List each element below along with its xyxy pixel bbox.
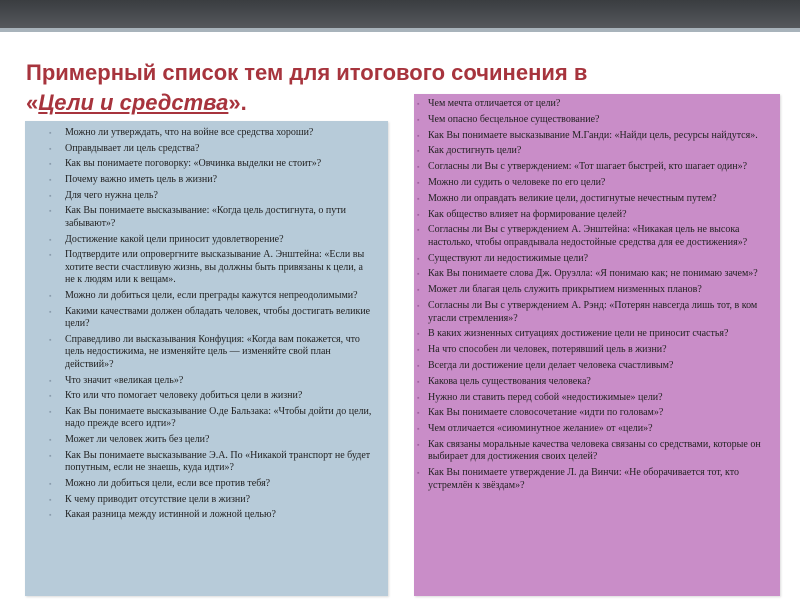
topic-text: Как Вы понимаете слова Дж. Оруэлла: «Я понимаю как; не понимаю зачем»? [428,268,758,280]
square-bullet-icon: ▪ [417,226,420,235]
topic-text: Можно ли судить о человеке по его цели? [428,176,606,188]
topic-item [414,376,776,389]
topic-item [25,375,375,388]
topic-item [414,423,776,436]
square-bullet-icon: ▪ [417,194,420,203]
topic-text: Какова цель существования человека? [428,375,591,387]
square-bullet-icon: ▪ [49,392,52,401]
topic-item [414,268,776,281]
topic-item [25,334,375,372]
topic-item [25,205,375,230]
topic-item [414,407,776,420]
topic-item [414,328,776,341]
topic-text: Как Вы понимаете высказывание Э.А. По «Никакой транспорт не будет попутным, если не знаешь, куда идти»? [65,449,371,474]
topic-text: К чему приводит отсутствие цели в жизни? [65,493,251,505]
topic-item [25,450,375,475]
square-bullet-icon: ▪ [49,495,52,504]
topic-text: Для чего нужна цель? [65,189,158,201]
square-bullet-icon: ▪ [417,115,420,124]
topic-text: Как Вы понимаете высказывание М.Ганди: «Найди цель, ресурсы найдутся». [428,129,758,141]
square-bullet-icon: ▪ [417,377,420,386]
topic-text: Как общество влияет на формирование целей? [428,208,627,220]
square-bullet-icon: ▪ [417,302,420,311]
square-bullet-icon: ▪ [49,480,52,488]
topic-text: Как Вы понимаете словосочетание «идти по головам»? [428,407,664,419]
title-quote-open: « [26,90,39,115]
square-bullet-icon: ▪ [417,409,420,418]
topic-text: Можно ли оправдать великие цели, достигнутые нечестным путем? [428,192,717,204]
topic-item [414,193,776,206]
square-bullet-icon: ▪ [49,251,52,260]
square-bullet-icon: ▪ [417,330,420,339]
square-bullet-icon: ▪ [417,210,420,219]
square-bullet-icon: ▪ [49,436,52,445]
topic-text: Согласны ли Вы с утверждением А. Рэнд: «Потерян навсегда лишь тот, в ком угасли стремления»? [428,300,758,324]
square-bullet-icon: ▪ [417,163,420,172]
topic-item [25,509,375,522]
slide-header-stripe [0,28,800,32]
square-bullet-icon: ▪ [49,407,52,416]
square-bullet-icon: ▪ [49,207,52,216]
topic-item [414,300,776,325]
topic-item [414,209,776,222]
square-bullet-icon: ▪ [49,235,52,244]
right-topics-list [414,98,776,496]
square-bullet-icon: ▪ [49,451,52,460]
square-bullet-icon: ▪ [417,147,420,156]
topic-text: Какая разница между истинной и ложной целью? [65,509,276,521]
topic-item [414,130,776,143]
topic-text: Как Вы понимаете высказывание О.де Бальзака: «Чтобы дойти до цели, надо прежде всего идти»? [65,405,372,430]
square-bullet-icon: ▪ [417,100,420,108]
square-bullet-icon: ▪ [417,286,420,295]
square-bullet-icon: ▪ [49,129,52,137]
topic-text: Кто или что помогает человеку добиться цели в жизни? [65,390,303,402]
topic-item [25,249,375,287]
topic-text: Что значит «великая цель»? [65,374,184,386]
topic-item [25,390,375,403]
topic-text: На что способен ли человек, потерявший цель в жизни? [428,344,667,356]
square-bullet-icon: ▪ [417,346,420,355]
topic-text: Почему важно иметь цель в жизни? [65,174,218,186]
topic-text: Подтвердите или опровергните высказывание А. Энштейна: «Если вы хотите вести счастливую жизнь, вы должны быть привязаны к цели, а не к людям или к вещам». [65,249,365,286]
square-bullet-icon: ▪ [417,425,420,434]
slide-header-bar [0,0,800,28]
topic-item [414,145,776,158]
topic-text: Достижение какой цели приносит удовлетворение? [65,233,284,245]
topic-item [25,494,375,507]
topic-text: Всегда ли достижение цели делает человека счастливым? [428,359,674,371]
topic-text: Нужно ли ставить перед собой «недостижимые» цели? [428,391,663,403]
topic-text: Согласны ли Вы с утверждением: «Тот шагает быстрей, кто шагает один»? [428,161,748,173]
square-bullet-icon: ▪ [417,178,420,187]
topic-text: Чем отличается «сиюминутное желание» от «цели»? [428,423,653,435]
topic-text: Можно ли утверждать, что на войне все средства хороши? [65,127,314,138]
right-topics-panel [414,94,780,596]
square-bullet-icon: ▪ [49,191,52,200]
topic-item [414,344,776,357]
left-topics-list [25,127,375,525]
title-quote-close: ». [228,90,247,115]
topic-item [25,434,375,447]
square-bullet-icon: ▪ [49,176,52,185]
topic-item [414,439,776,464]
topic-item [414,253,776,266]
topic-text: Как Вы понимаете утверждение Л. да Винчи: «Не оборачивается тот, кто устремлён к звёздам»? [428,467,739,491]
topic-item [414,177,776,190]
square-bullet-icon: ▪ [49,307,52,316]
square-bullet-icon: ▪ [417,393,420,402]
topic-text: В каких жизненных ситуациях достижение цели не приносит счастья? [428,328,729,340]
topic-item [414,284,776,297]
left-topics-panel [25,121,388,596]
topic-text: Как достигнуть цели? [428,145,522,157]
topic-text: Чем мечта отличается от цели? [428,98,561,109]
title-line1: Примерный список тем для итогового сочинения в [26,60,588,85]
square-bullet-icon: ▪ [417,469,420,478]
topic-item [25,478,375,491]
topic-item [414,467,776,492]
topic-item [25,190,375,203]
topic-item [25,290,375,303]
square-bullet-icon: ▪ [49,511,52,520]
square-bullet-icon: ▪ [49,160,52,169]
topic-text: Можно ли добиться цели, если все против тебя? [65,478,271,489]
topic-text: Может ли благая цель служить прикрытием низменных планов? [428,284,702,296]
topic-text: Как Вы понимаете высказывание: «Когда цель достигнута, о пути забывают»? [65,205,346,229]
topic-text: Существуют ли недостижимые цели? [428,252,589,264]
topic-item [414,392,776,405]
topic-item [414,161,776,174]
topic-text: Какими качествами должен обладать человек, чтобы достигать великие цели? [65,305,371,330]
topic-item [25,143,375,156]
topic-text: Можно ли добиться цели, если преграды кажутся непреодолимыми? [65,290,358,301]
topic-item [25,406,375,431]
topic-text: Может ли человек жить без цели? [65,434,210,446]
topic-text: Чем опасно бесцельное существование? [428,113,600,125]
topic-item [414,98,776,111]
topic-text: Оправдывает ли цель средства? [65,142,200,154]
topic-item [414,114,776,127]
square-bullet-icon: ▪ [417,254,420,263]
topic-item [25,174,375,187]
topic-item [25,127,375,140]
square-bullet-icon: ▪ [417,270,420,279]
square-bullet-icon: ▪ [417,361,420,370]
square-bullet-icon: ▪ [417,131,420,140]
topic-text: Справедливо ли высказывания Конфуция: «Когда вам покажется, что цель недостижима, не изменяйте цель — изменяйте свой план действий»? [65,333,360,370]
topic-text: Как вы понимаете поговорку: «Овчинка выделки не стоит»? [65,158,322,170]
square-bullet-icon: ▪ [49,292,52,300]
topic-text: Согласны ли Вы с утверждением А. Энштейна: «Никакая цель не высока настолько, чтобы оправдывала недостойные средства для ее достижения»? [428,224,748,248]
square-bullet-icon: ▪ [49,335,52,344]
title-link[interactable]: Цели и средства [38,90,229,115]
topic-item [414,360,776,373]
topic-item [25,158,375,171]
topic-item [414,224,776,249]
topic-item [25,234,375,247]
topic-item [25,306,375,331]
square-bullet-icon: ▪ [49,144,52,153]
square-bullet-icon: ▪ [49,376,52,385]
square-bullet-icon: ▪ [417,440,420,449]
topic-text: Как связаны моральные качества человека связаны со средствами, которые он выбирает для достижения своих целей? [428,438,761,463]
